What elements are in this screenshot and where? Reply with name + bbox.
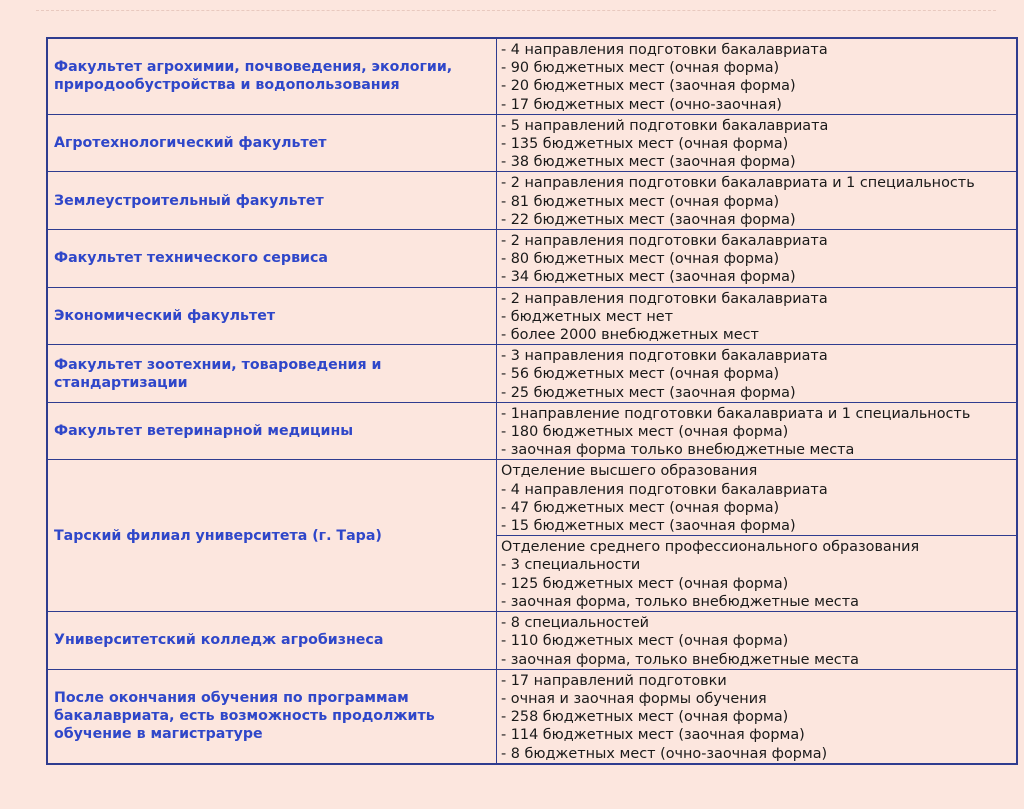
detail-line: - 38 бюджетных мест (заочная форма) <box>501 154 796 171</box>
detail-line: - 5 направлений подготовки бакалавриата <box>501 117 829 134</box>
detail-line: - 110 бюджетных мест (очная форма) <box>501 633 789 650</box>
detail-line: - 81 бюджетных мест (очная форма) <box>501 193 780 210</box>
detail-line: - 1направление подготовки бакалавриата и 1 специальность <box>501 405 971 422</box>
detail-line: - бюджетных мест нет <box>501 308 673 325</box>
faculty-name: Землеустроительный факультет <box>47 172 497 230</box>
faculty-name: После окончания обучения по программам бакалавриата, есть возможность продолжить обучение в магистратуре <box>47 669 497 764</box>
detail-line: - 20 бюджетных мест (заочная форма) <box>501 78 796 95</box>
faculties-table <box>46 37 1018 765</box>
faculty-details <box>497 172 1018 230</box>
table-row <box>47 172 1017 230</box>
detail-line: - 2 направления подготовки бакалавриата <box>501 233 828 250</box>
faculty-name: Агротехнологический факультет <box>47 114 497 172</box>
detail-line: - 22 бюджетных мест (заочная форма) <box>501 211 796 228</box>
faculty-name: Тарский филиал университета (г. Тара) <box>47 460 497 612</box>
faculty-name: Факультет ветеринарной медицины <box>47 402 497 460</box>
faculty-details <box>497 612 1018 670</box>
faculty-name: Факультет зоотехнии, товароведения и стандартизации <box>47 345 497 403</box>
detail-line: - 15 бюджетных мест (заочная форма) <box>501 518 796 535</box>
detail-line: - 135 бюджетных мест (очная форма) <box>501 136 789 153</box>
table-row <box>47 612 1017 670</box>
faculty-details <box>497 460 1018 536</box>
detail-line: - 80 бюджетных мест (очная форма) <box>501 251 780 268</box>
detail-line: - 56 бюджетных мест (очная форма) <box>501 366 780 383</box>
faculty-details <box>497 669 1018 764</box>
detail-line: - заочная форма, только внебюджетные места <box>501 651 859 668</box>
detail-line: Отделение среднего профессионального образования <box>501 539 920 556</box>
detail-line: - 17 направлений подготовки <box>501 672 727 689</box>
detail-line: - 4 направления подготовки бакалавриата <box>501 481 828 498</box>
detail-line: - заочная форма, только внебюджетные места <box>501 593 859 610</box>
faculty-details <box>497 114 1018 172</box>
top-divider <box>36 10 996 11</box>
detail-line: - 180 бюджетных мест (очная форма) <box>501 424 789 441</box>
table-row <box>47 345 1017 403</box>
detail-line: - 90 бюджетных мест (очная форма) <box>501 60 780 77</box>
detail-line: - 4 направления подготовки бакалавриата <box>501 42 828 58</box>
table-row <box>47 230 1017 288</box>
faculty-name: Факультет технического сервиса <box>47 230 497 288</box>
faculty-name: Факультет агрохимии, почвоведения, экологии, природообустройства и водопользования <box>47 38 497 114</box>
detail-line: - 114 бюджетных мест (заочная форма) <box>501 727 805 744</box>
detail-line: - 8 специальностей <box>501 615 650 632</box>
faculty-details <box>497 345 1018 403</box>
faculty-details-secondary <box>497 536 1018 612</box>
detail-line: - 8 бюджетных мест (очно-заочная форма) <box>501 745 828 762</box>
table-row <box>47 114 1017 172</box>
table-row <box>47 669 1017 764</box>
detail-line: - 17 бюджетных мест (очно-заочная) <box>501 96 782 113</box>
faculty-details <box>497 38 1018 114</box>
detail-line: - 2 направления подготовки бакалавриата и 1 специальность <box>501 175 975 192</box>
detail-line: - 258 бюджетных мест (очная форма) <box>501 709 789 726</box>
table-row <box>47 460 1017 536</box>
faculty-details <box>497 287 1018 345</box>
detail-line: - 25 бюджетных мест (заочная форма) <box>501 384 796 401</box>
detail-line: - 34 бюджетных мест (заочная форма) <box>501 269 796 286</box>
faculty-details <box>497 402 1018 460</box>
detail-line: - очная и заочная формы обучения <box>501 690 767 707</box>
table-row <box>47 287 1017 345</box>
detail-line: - заочная форма только внебюджетные места <box>501 442 855 459</box>
detail-line: - 2 направления подготовки бакалавриата <box>501 290 828 307</box>
faculty-name: Экономический факультет <box>47 287 497 345</box>
detail-line: - 3 направления подготовки бакалавриата <box>501 348 828 365</box>
detail-line: - более 2000 внебюджетных мест <box>501 327 759 344</box>
detail-line: - 3 специальности <box>501 557 641 574</box>
detail-line: Отделение высшего образования <box>501 463 758 480</box>
detail-line: - 47 бюджетных мест (очная форма) <box>501 499 780 516</box>
table-row <box>47 38 1017 114</box>
faculty-name: Университетский колледж агробизнеса <box>47 612 497 670</box>
faculty-details <box>497 230 1018 288</box>
detail-line: - 125 бюджетных мест (очная форма) <box>501 575 789 592</box>
table-row <box>47 402 1017 460</box>
